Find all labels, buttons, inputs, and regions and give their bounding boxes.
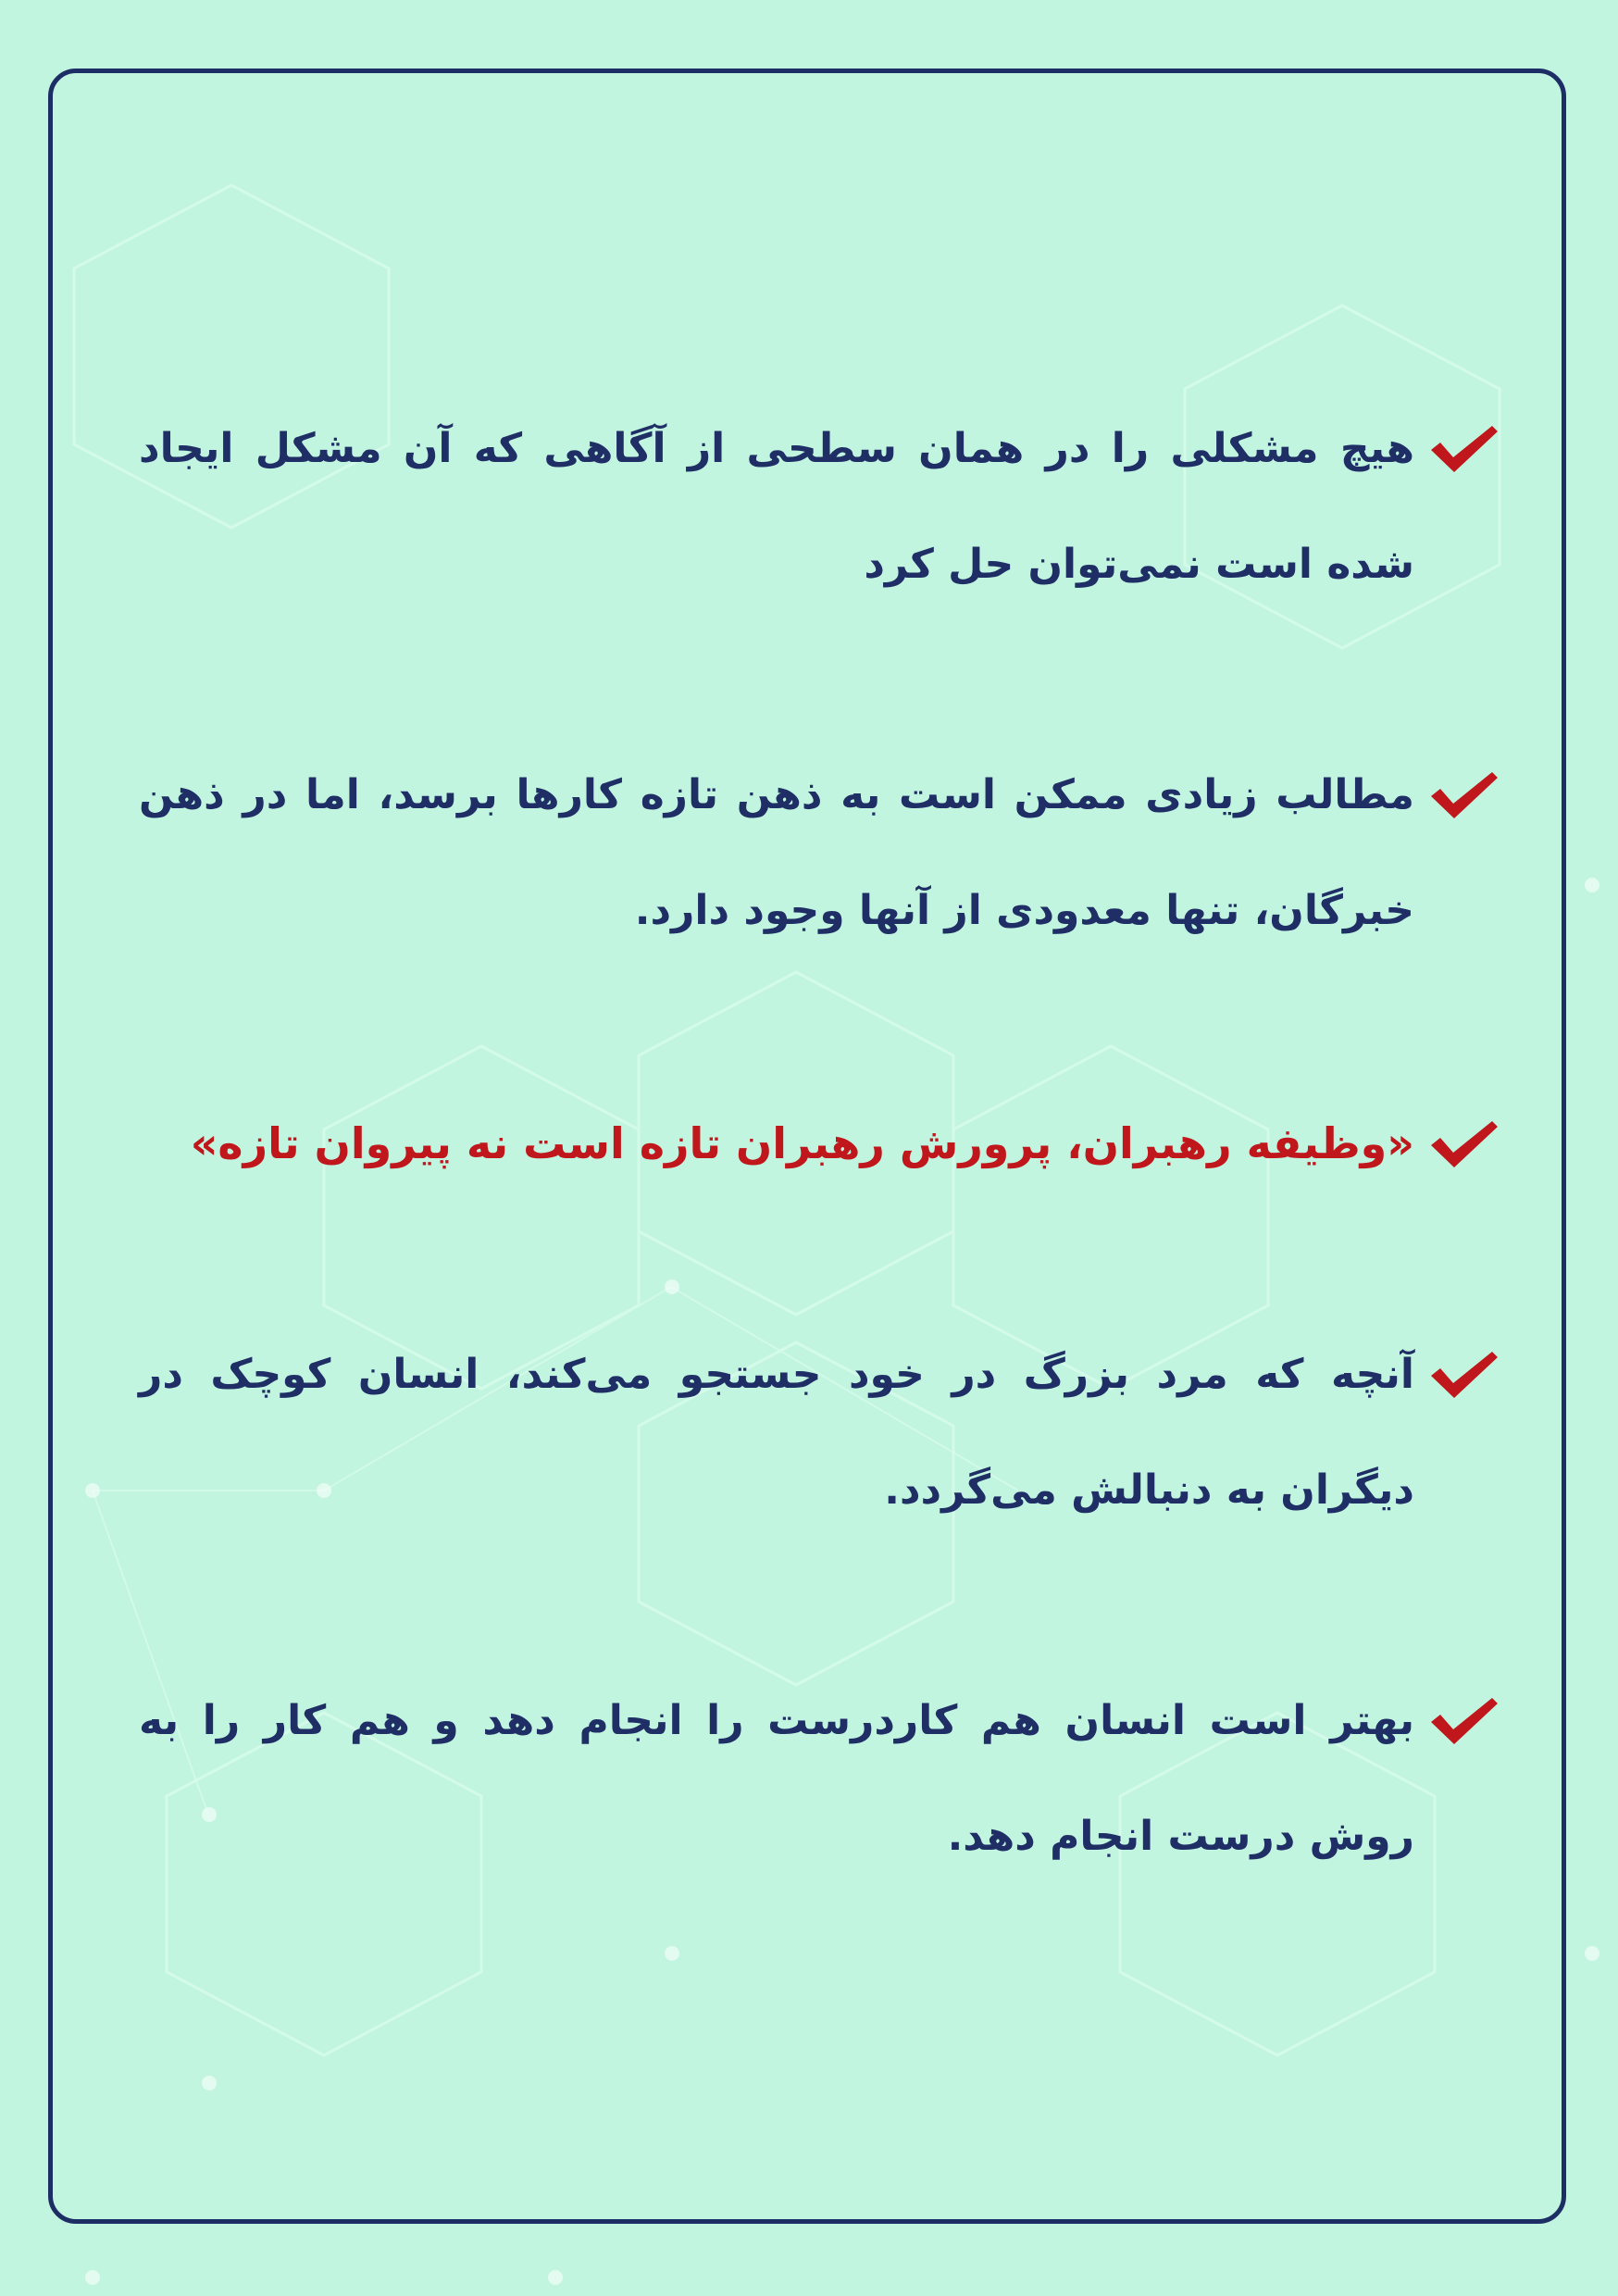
quote-item bbox=[139, 418, 1500, 622]
check-mark-icon bbox=[1427, 1348, 1500, 1402]
quote-item bbox=[139, 1344, 1500, 1548]
check-mark-icon bbox=[1427, 768, 1500, 822]
check-mark-icon bbox=[1427, 1117, 1500, 1171]
background-dot bbox=[548, 2270, 563, 2285]
background-dot bbox=[85, 2270, 100, 2285]
quote-text: هیچ مشکلی را در همان سطحی از آگاهی که آن مشکل ایجاد شده است نمی‌توان حل کرد bbox=[139, 425, 1414, 588]
background-dot bbox=[1585, 878, 1599, 892]
quote-text: مطالب زیادی ممکن است به ذهن تازه کارها برسد، اما در ذهن خبرگان، تنها معدودی از آنها وجود دارد. bbox=[139, 771, 1414, 934]
check-mark-icon bbox=[1427, 422, 1500, 476]
quote-text: آنچه که مرد بزرگ در خود جستجو می‌کند، انسان کوچک در دیگران به دنبالش می‌گردد. bbox=[139, 1351, 1414, 1514]
check-mark-icon bbox=[1427, 1694, 1500, 1748]
quote-item bbox=[139, 1691, 1500, 1894]
quote-item bbox=[139, 765, 1500, 968]
quote-text-highlighted: «وظیفه رهبران، پرورش رهبران تازه است نه پیروان تازه» bbox=[190, 1118, 1414, 1168]
quote-item-highlighted bbox=[139, 1114, 1500, 1202]
background-dot bbox=[1585, 1946, 1599, 1961]
quote-text: بهتر است انسان هم کاردرست را انجام دهد و هم کار را به روش درست انجام دهد. bbox=[139, 1697, 1414, 1860]
